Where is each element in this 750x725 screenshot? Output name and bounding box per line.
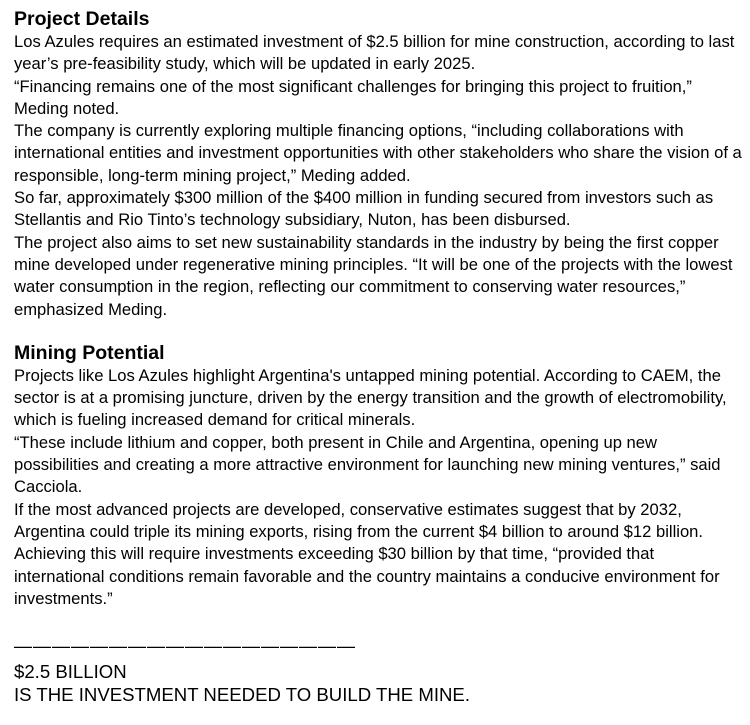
pull-quote-callout	[14, 636, 742, 706]
section-heading: Project Details	[14, 8, 150, 30]
paragraph: Projects like Los Azules highlight Argentina's untapped mining potential. According to CAEM, the sector is at a promising juncture, driven by the energy transition and the growth of electromobility, which is fueling increased demand for critical minerals.	[14, 365, 727, 430]
paragraph: “These include lithium and copper, both present in Chile and Argentina, opening up new possibilities and creating a more attractive environment for launching new mining ventures,” said Cacciola.	[14, 432, 721, 497]
paragraph: “Financing remains one of the most significant challenges for bringing this project to fruition,” Meding noted.	[14, 76, 692, 118]
divider-rule: ——————————————————	[14, 636, 356, 656]
article-body	[14, 7, 742, 610]
callout-caption: IS THE INVESTMENT NEEDED TO BUILD THE MINE.	[14, 684, 470, 705]
callout-figure: $2.5 BILLION	[14, 661, 127, 682]
section-mining-potential	[14, 341, 742, 610]
paragraph: Los Azules requires an estimated investment of $2.5 billion for mine construction, according to last year’s pre-feasibility study, which will be updated in early 2025.	[14, 32, 735, 74]
section-heading: Mining Potential	[14, 341, 165, 364]
paragraph: If the most advanced projects are developed, conservative estimates suggest that by 2032, Argentina could triple its mining exports, rising from the current $4 billion to around $12 billion. Achieving this will require investments exceeding $30 billion by that time, “provided that international conditions remain favorable and the country maintains a conducive environment for investments.”	[14, 499, 720, 608]
paragraph: The project also aims to set new sustainability standards in the industry by being the first copper mine developed under regenerative mining principles. “It will be one of the projects with the lowest water consumption in the region, reflecting our commitment to conserving water resources,” emphasized Meding.	[14, 232, 733, 319]
paragraph: So far, approximately $300 million of the $400 million in funding secured from investors such as Stellantis and Rio Tinto’s technology subsidiary, Nuton, has been disbursed.	[14, 188, 714, 230]
section-spacer	[14, 321, 742, 341]
section-project-details	[14, 7, 742, 321]
paragraph: The company is currently exploring multiple financing options, “including collaborations with international entities and investment opportunities with other stakeholders who share the vision of a responsible, long-term mining project,” Meding added.	[14, 121, 742, 185]
